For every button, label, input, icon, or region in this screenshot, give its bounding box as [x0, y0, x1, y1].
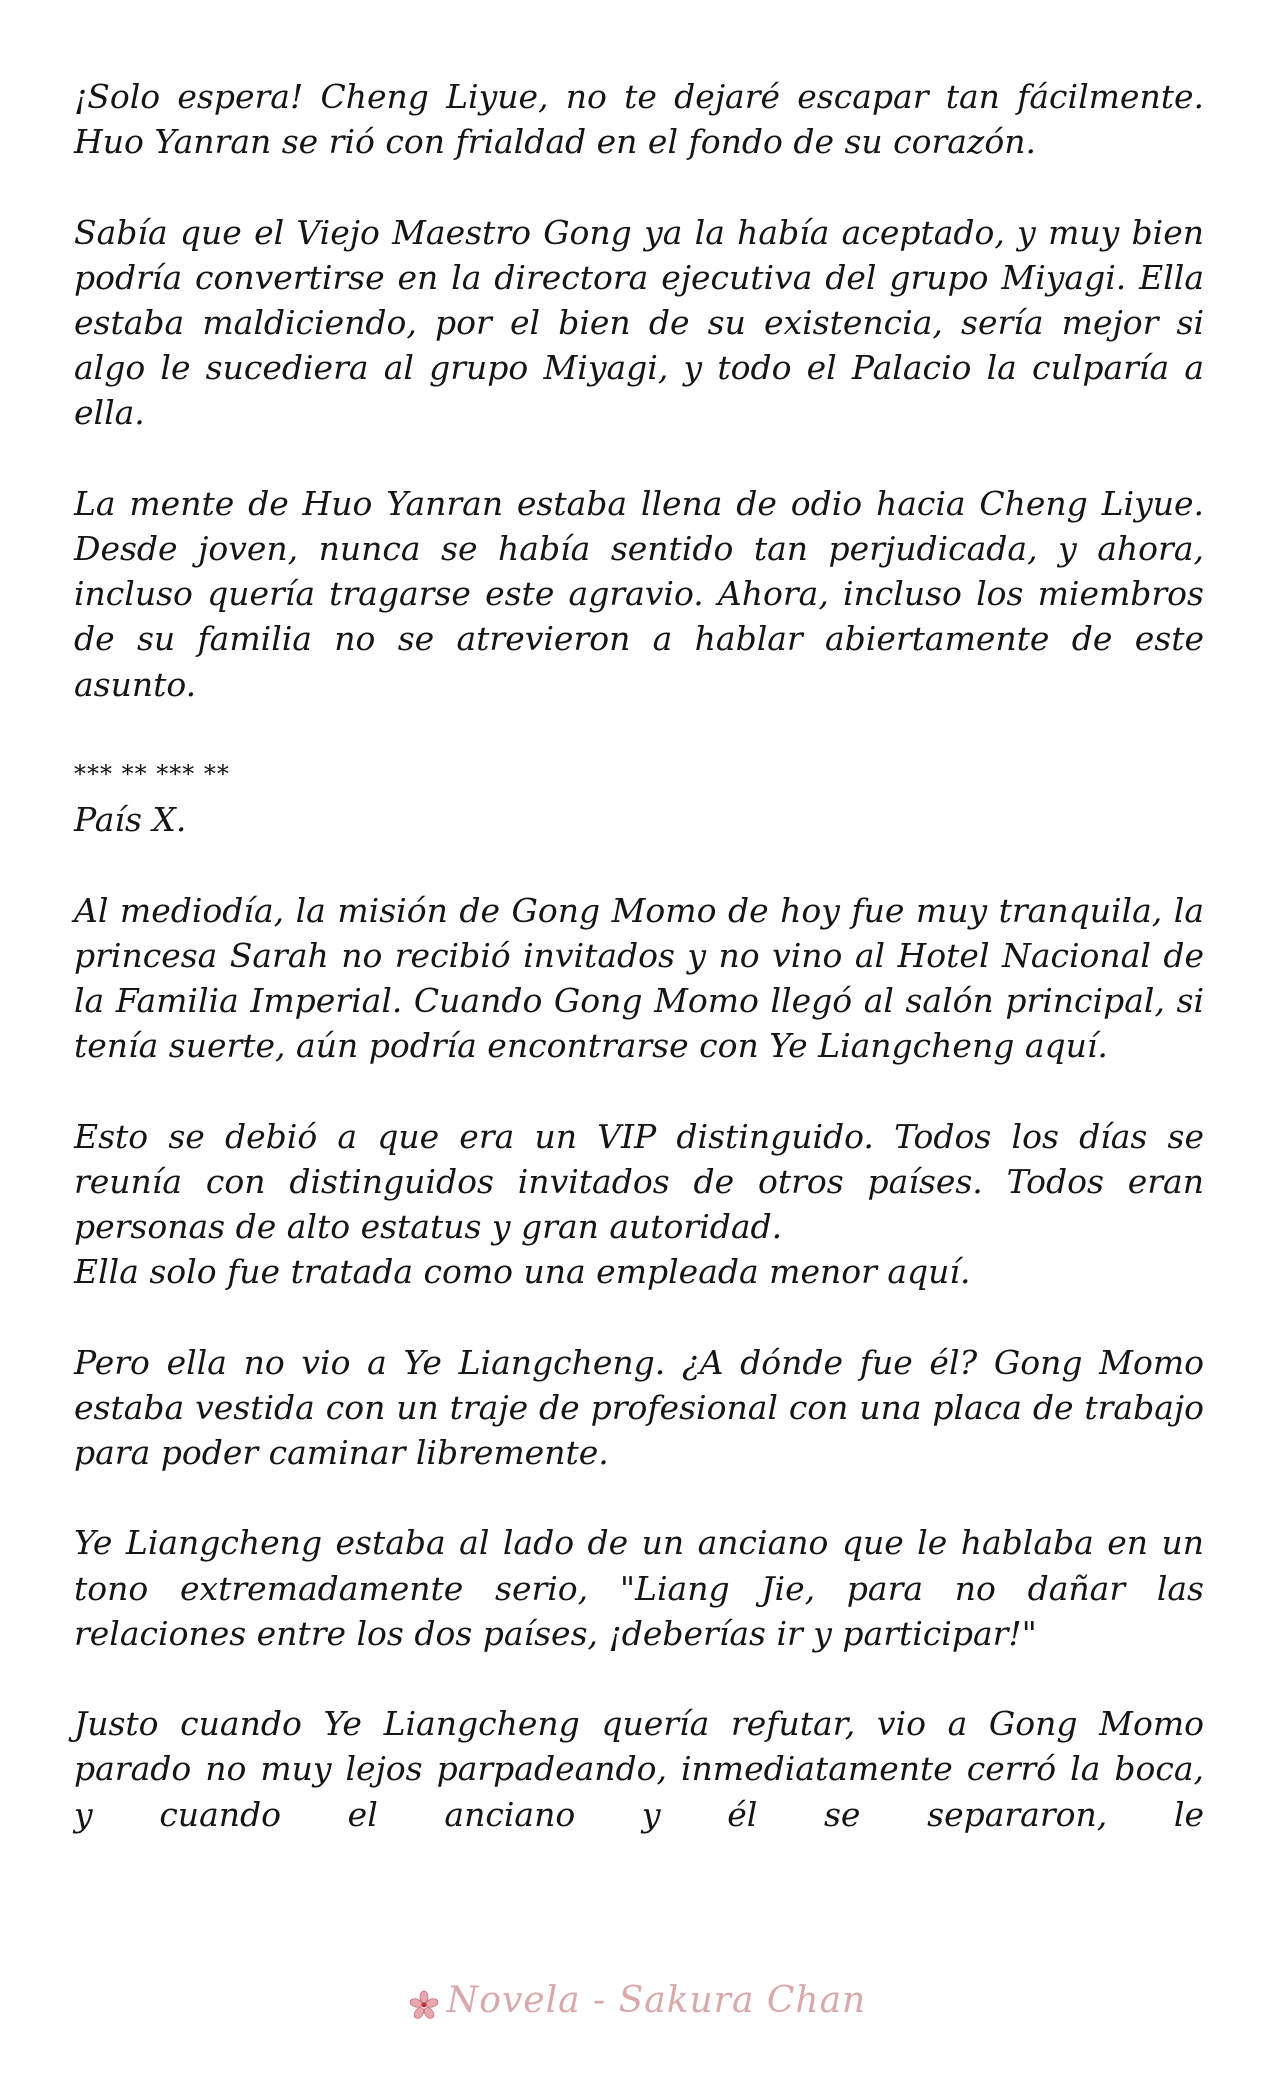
document-body — [74, 74, 1204, 1837]
paragraph-1: ¡Solo espera! Cheng Liyue, no te dejaré escapar tan fácilmente. Huo Yanran se rió con frialdad en el fondo de su corazón. — [74, 77, 1204, 162]
paragraph-4: Al mediodía, la misión de Gong Momo de hoy fue muy tranquila, la princesa Sarah no recibió invitados y no vino al Hotel Nacional de la Familia Imperial. Cuando Gong Momo llegó al salón principal, si tenía suerte, aún podría encontrarse con Ye Liangcheng aquí. — [74, 890, 1204, 1066]
paragraph-5 — [74, 1114, 1204, 1295]
location-heading: País X. — [74, 800, 187, 840]
paragraph-6: Pero ella no vio a Ye Liangcheng. ¿A dónde fue él? Gong Momo estaba vestida con un traje de profesional con una placa de trabajo para poder caminar libremente. — [74, 1342, 1204, 1472]
sakura-flower-icon — [409, 1988, 439, 2018]
scene-separator: *** ** *** ** — [74, 760, 230, 788]
paragraph-8: Justo cuando Ye Liangcheng quería refutar, vio a Gong Momo parado no muy lejos parpadeando, inmediatamente cerró la boca, y cuando el anciano y él se separaron, le — [74, 1704, 1204, 1834]
paragraph-3: La mente de Huo Yanran estaba llena de odio hacia Cheng Liyue. Desde joven, nunca se había sentido tan perjudicada, y ahora, incluso quería tragarse este agravio. Ahora, incluso los miembros de su familia no se atrevieron a hablar abiertamente de este asunto. — [74, 483, 1204, 704]
paragraph-2: Sabía que el Viejo Maestro Gong ya la había aceptado, y muy bien podría convertirse en la directora ejecutiva del grupo Miyagi. Ella estaba maldiciendo, por el bien de su existencia, sería mejor si algo le sucediera al grupo Miyagi, y todo el Palacio la culparía a ella. — [74, 212, 1204, 433]
watermark — [0, 1980, 1275, 2021]
paragraph-5-text: Esto se debió a que era un VIP distinguido. Todos los días se reunía con distinguidos invitados de otros países. Todos eran personas de alto estatus y gran autoridad. — [74, 1116, 1204, 1246]
paragraph-7: Ye Liangcheng estaba al lado de un anciano que le hablaba en un tono extremadamente serio, "Liang Jie, para no dañar las relaciones entre los dos países, ¡deberías ir y participar!" — [74, 1523, 1204, 1653]
paragraph-5-last-line: Ella solo fue tratada como una empleada menor aquí. — [74, 1252, 971, 1292]
watermark-text: Novela - Sakura Chan — [446, 1980, 867, 2021]
